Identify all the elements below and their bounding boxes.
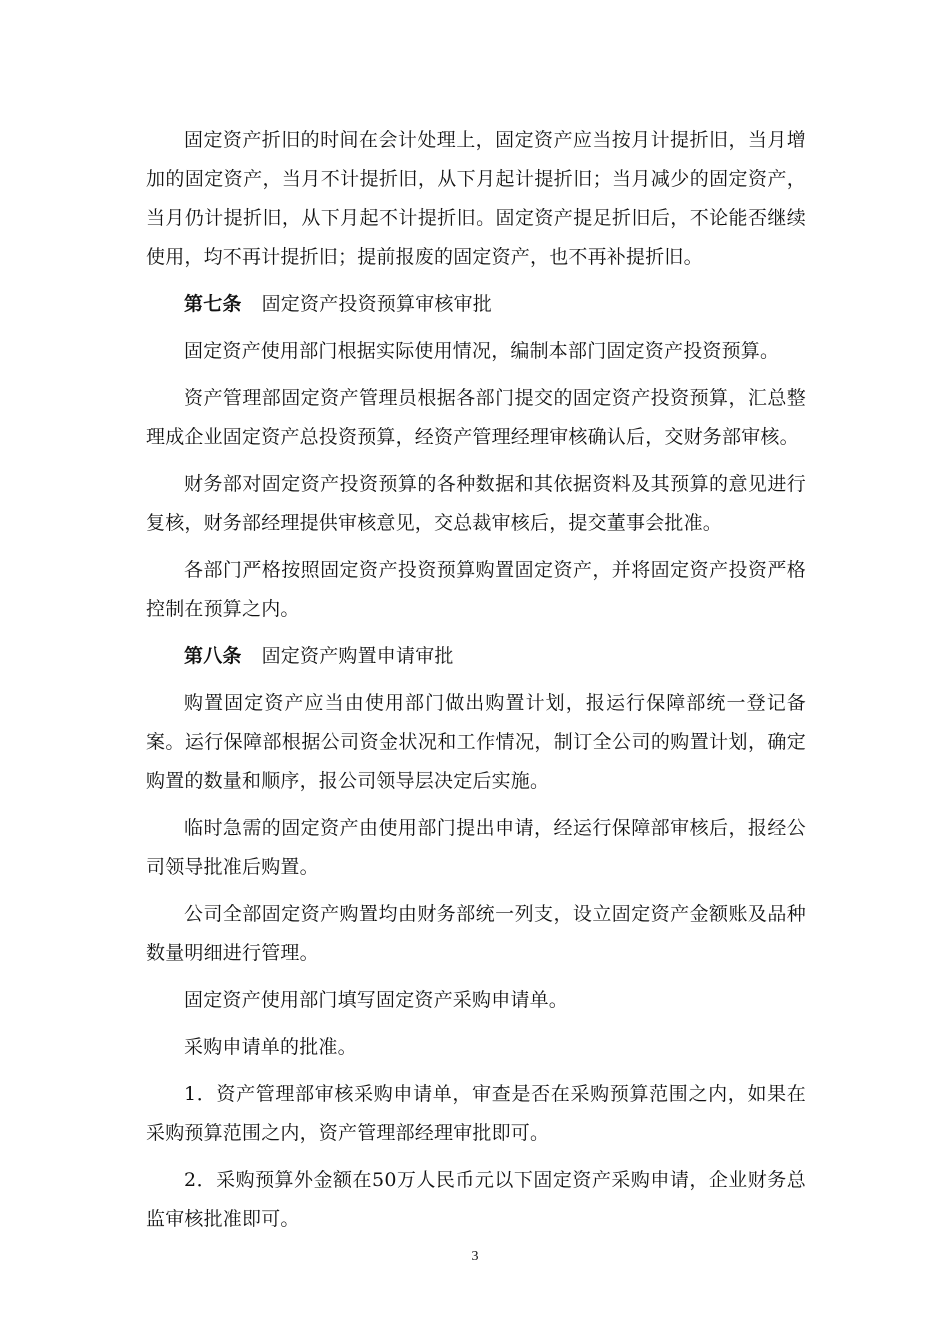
page-number: 3 <box>471 1249 479 1264</box>
paragraph: 各部门严格按照固定资产投资预算购置固定资产，并将固定资产投资严格控制在预算之内。 <box>146 559 806 620</box>
article-title: 固定资产投资预算审核审批 <box>261 293 493 315</box>
paragraph: 公司全部固定资产购置均由财务部统一列支，设立固定资产金额账及品种数量明细进行管理。 <box>146 903 806 964</box>
paragraph: 采购申请单的批准。 <box>184 1036 357 1058</box>
paragraph: 固定资产使用部门根据实际使用情况，编制本部门固定资产投资预算。 <box>184 340 780 362</box>
paragraph: 财务部对固定资产投资预算的各种数据和其依据资料及其预算的意见进行复核，财务部经理提供审核意见，交总裁审核后，提交董事会批准。 <box>146 473 806 534</box>
list-item: 1．资产管理部审核采购申请单，审查是否在采购预算范围之内，如果在采购预算范围之内，资产管理部经理审批即可。 <box>146 1083 806 1144</box>
article-title: 固定资产购置申请审批 <box>261 645 454 667</box>
article-number: 第七条 <box>184 293 242 315</box>
document-body <box>146 121 806 1247</box>
paragraph: 资产管理部固定资产管理员根据各部门提交的固定资产投资预算，汇总整理成企业固定资产总投资预算，经资产管理经理审核确认后，交财务部审核。 <box>146 387 806 448</box>
article-heading-8 <box>146 637 806 676</box>
list-item: 2．采购预算外金额在50万人民币元以下固定资产采购申请，企业财务总监审核批准即可。 <box>146 1169 806 1230</box>
paragraph: 临时急需的固定资产由使用部门提出申请，经运行保障部审核后，报经公司领导批准后购置。 <box>146 817 806 878</box>
article-number: 第八条 <box>184 645 242 667</box>
article-heading-7 <box>146 285 806 324</box>
paragraph: 购置固定资产应当由使用部门做出购置计划，报运行保障部统一登记备案。运行保障部根据公司资金状况和工作情况，制订全公司的购置计划，确定购置的数量和顺序，报公司领导层决定后实施。 <box>146 692 806 792</box>
paragraph: 固定资产折旧的时间在会计处理上，固定资产应当按月计提折旧，当月增加的固定资产，当月不计提折旧，从下月起计提折旧；当月减少的固定资产，当月仍计提折旧，从下月起不计提折旧。固定资产提足折旧后，不论能否继续使用，均不再计提折旧；提前报废的固定资产，也不再补提折旧。 <box>146 129 806 268</box>
paragraph: 固定资产使用部门填写固定资产采购申请单。 <box>184 989 569 1011</box>
